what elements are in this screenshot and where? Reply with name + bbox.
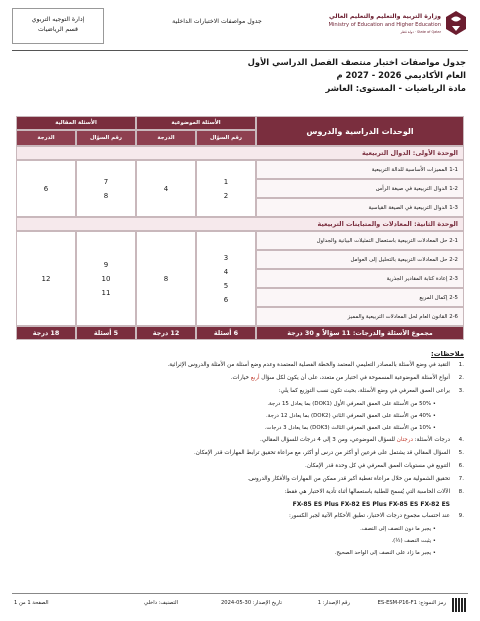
note-text: عند احتساب مجموع درجات الاختبار، تطبق الأحكام الآتية لجبر الكسور: [289,513,450,519]
total-essay-questions: 5 أسئلة [76,326,136,340]
unit-1-title: الوحدة الأولى: الدوال التربيعية [16,146,464,160]
question-number: 3 [223,253,229,262]
department-box [12,8,104,44]
unit-2-title: الوحدة الثانية: المعادلات والمتباينات التربيعية [16,217,464,231]
unit-1-objective-questions [196,160,256,217]
total-objective-grade: 12 درجة [136,326,196,340]
unit-1-lesson-2: 1-2 الدوال التربيعية في صيغة الرأس [256,179,464,198]
question-number: 1 [223,177,229,186]
note-text: السؤال المقالي قد يشتمل على فرعين أو أكثر من درس أو أكثر، مع مراعاة تحقيق ترابط المهارات قدر الإمكان. [194,450,450,456]
unit-2-lesson-2: 2-2 حل المعادلات التربيعية بالتحليل إلى العوامل [256,250,464,269]
col-header-essay: الأسئلة المقالية [16,116,136,130]
rounding-rule-3: • يجبر ما زاد على النصف إلى الواحد الصحيح. [334,550,436,556]
dok-level-1: • 50% من الأسئلة على العمق المعرفي الأول (DOK1) بما يعادل 15 درجة. [267,401,436,407]
note-1: .1 التقيد في وضع الأسئلة بالمصادر التعليمي المعتمد والخطة الفصلية المعتمدة وعدم وضع أسئلة من الأمثلة والدروس الإثرائية. [18,361,464,370]
note-text: للسؤال الموضوعي، ومن 3 إلى 4 درجات للسؤال المقالي. [260,437,396,443]
note-text: يراعى العمق المعرفي في وضع الأسئلة، بحيث تكون نسب التوزيع كما يلي: [278,388,450,394]
unit-1-objective-grade: 4 [136,160,196,217]
unit-1-lesson-3: 1-3 الدوال التربيعية في الصيغة القياسية [256,198,464,217]
qr-code-icon [452,598,466,612]
page-header [12,8,468,50]
specification-table [16,116,464,340]
note-6: .6 التنويع في مستويات العمق المعرفي في كل وحدة قدر الإمكان. [18,462,464,471]
dok-level-3: • 10% من الأسئلة على العمق المعرفي الثالث (DOK3) بما يعادل 3 درجات. [264,425,436,431]
note-4: .4 درجات الأسئلة: درجتان للسؤال الموضوعي، ومن 3 إلى 4 درجات للسؤال المقالي. [260,437,464,443]
question-number: 7 [103,177,109,186]
highlight-text: أربع [250,375,260,381]
col-header-units: الوحدات الدراسية والدروس [256,116,464,146]
page-number: الصفحة 1 من 1 [14,600,49,606]
department-name: إدارة التوجيه التربوي [31,16,85,23]
question-number: 5 [223,281,229,290]
section-name: قسم الرياضيات [37,26,79,33]
note-text: درجات الأسئلة: [414,437,450,443]
question-number: 2 [223,191,229,200]
notes-title: ملاحظات: [431,350,464,358]
page-titles [14,56,466,95]
unit-2-lesson-5: 2-6 القانون العام لحل المعادلات التربيعية والمميز [256,307,464,326]
highlight-text: درجتان [396,437,413,443]
note-3: .3 يراعى العمق المعرفي في وضع الأسئلة، بحيث تكون نسب التوزيع كما يلي: [18,387,464,396]
title-line-1: جدول مواصفات اختبار منتصف الفصل الدراسي الأول [247,57,466,67]
totals-label: مجموع الأسئلة والدرجات: 11 سؤالاً و 30 درجة [256,326,464,340]
unit-1-lesson-1: 1-1 المميزات الأساسية للدالة التربيعية [256,160,464,179]
col-header-obj-qnum: رقم السؤال [196,130,256,146]
unit-1-essay-grade: 6 [16,160,76,217]
dok-level-2: • 40% من الأسئلة على العمق المعرفي الثاني (DOK2) بما يعادل 12 درجة. [266,413,436,419]
title-line-3: مادة الرياضيات - المستوى: العاشر [325,83,466,93]
col-header-objective: الأسئلة الموضوعية [136,116,256,130]
unit-2-essay-grade: 12 [16,231,76,326]
question-number: 10 [101,274,111,283]
header-divider [12,50,468,51]
note-8: .8 الآلات الحاسبة التي يُسمح للطلبة باستعمالها أثناء تأدية الاختبار هي فقط: [18,488,464,497]
classification: التصنيف: داخلي [144,600,178,606]
note-5: .5 السؤال المقالي قد يشتمل على فرعين أو أكثر من درس أو أكثر، مع مراعاة تحقيق ترابط المهارات قدر الإمكان. [18,449,464,458]
col-header-essay-qnum: رقم السؤال [76,130,136,146]
ministry-tagline: State of Qatar · دولة قطر [400,30,441,34]
col-header-obj-grade: الدرجة [136,130,196,146]
dok-text: 10% من الأسئلة على العمق المعرفي الثالث (DOK3) بما يعادل 3 درجات. [264,425,432,431]
title-line-2: العام الأكاديمي 2026 - 2027 م [336,70,466,80]
note-text: الآلات الحاسبة التي يُسمح للطلبة باستعمالها أثناء تأدية الاختبار هي فقط: [284,489,450,495]
dok-text: 40% من الأسئلة على العمق المعرفي الثاني (DOK2) بما يعادل 12 درجة. [266,413,432,419]
issue-date: تاريخ الإصدار: 30-05-2024 [220,600,282,606]
ministry-logo [328,8,468,50]
ministry-name-en: Ministry of Education and Higher Education [328,22,441,28]
note-text: التقيد في وضع الأسئلة بالمصادر التعليمي المعتمد والخطة الفصلية المعتمدة وعدم وضع أسئلة من الأمثلة والدروس الإثرائية. [167,362,450,368]
note-text: أنواع الأسئلة الموضوعية المسموحة في اختبار من متعدد، على أن يكون لكل سؤال [261,375,450,381]
rounding-rule-1: • يجبر ما دون النصف إلى النصف. [360,526,436,532]
question-number: 11 [101,288,111,297]
dok-text: 50% من الأسئلة على العمق المعرفي الأول (DOK1) بما يعادل 15 درجة. [267,401,432,407]
total-objective-questions: 6 أسئلة [196,326,256,340]
total-essay-grade: 18 درجة [16,326,76,340]
note-text: التنويع في مستويات العمق المعرفي في كل وحدة قدر الإمكان. [305,463,450,469]
unit-2-objective-grade: 8 [136,231,196,326]
question-number: 9 [103,260,109,269]
rule-text: يجبر ما زاد على النصف إلى الواحد الصحيح. [334,550,432,556]
page-footer [12,593,468,613]
unit-2-lesson-3: 2-3 إعادة كتابة المقادير الجذرية [256,269,464,288]
notes-section [18,350,464,561]
ministry-emblem-icon [444,10,468,36]
question-number: 6 [223,295,229,304]
version-number: رقم الإصدار: 1 [317,600,350,606]
form-code: رمز النموذج: ES-ESM-P16-F1 [377,600,446,606]
unit-2-objective-questions [196,231,256,326]
unit-2-lesson-1: 2-1 حل المعادلات التربيعية باستعمال التمثيلات البيانية والجداول [256,231,464,250]
note-7: .7 تحقيق الشمولية من خلال مراعاة تغطية أكبر قدر ممكن من المهارات والأفكار والدروس. [18,475,464,484]
note-9: .9 عند احتساب مجموع درجات الاختبار، تطبق الأحكام الآتية لجبر الكسور: [18,512,464,521]
note-text: تحقيق الشمولية من خلال مراعاة تغطية أكبر قدر ممكن من المهارات والأفكار والدروس. [247,476,450,482]
note-2: .2 أنواع الأسئلة الموضوعية المسموحة في اختبار من متعدد، على أن يكون لكل سؤال أربع خيارات. [230,375,464,381]
rounding-rule-2: • يثبت النصف (½). [391,538,436,544]
question-number: 8 [103,191,109,200]
ministry-name-ar: وزارة التربية والتعليم والتعليم العالي [328,13,441,20]
document-type-title: جدول مواصفات الاختبارات الداخلية [172,18,262,25]
note-text: خيارات. [230,375,249,381]
rule-text: يثبت النصف (½). [391,538,432,544]
question-number: 4 [223,267,229,276]
unit-2-essay-questions [76,231,136,326]
calculator-models: FX-85 ES Plus FX-82 ES Plus FX-85 ES FX-82 ES [292,501,450,508]
rule-text: يجبر ما دون النصف إلى النصف. [360,526,432,532]
unit-2-lesson-4: 2-5 إكمال المربع [256,288,464,307]
unit-1-essay-questions [76,160,136,217]
col-header-essay-grade: الدرجة [16,130,76,146]
